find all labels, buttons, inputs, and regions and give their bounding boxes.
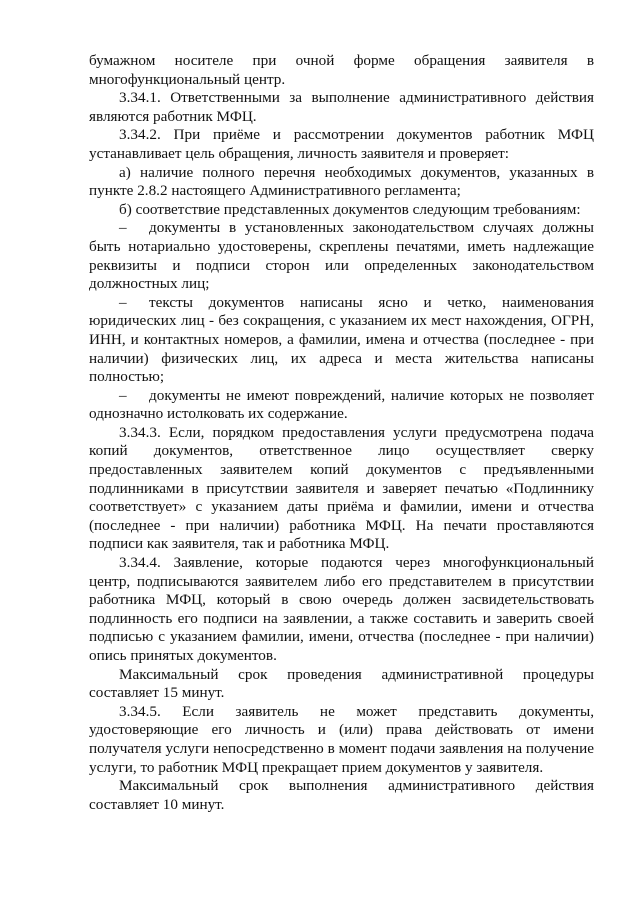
dash-item-text: тексты документов написаны ясно и четко, наименования юридических лиц - без сокращения, с указанием их мест нахождения, ОГРН, ИНН, и контактных номеров, а фамилии, имена и отчества (последнее - при наличии) физических лиц, их адреса и места жительства написаны полностью; <box>89 293 594 386</box>
paragraph-3-34-5: 3.34.5. Если заявитель не может представить документы, удостоверяющие его личность и (или) права действовать от имени получателя услуги непосредственно в момент подачи заявления на получение услуги, то работник МФЦ прекращает прием документов у заявителя. <box>89 702 594 776</box>
dash-item-3 <box>89 387 594 424</box>
dash-item-2 <box>89 294 594 387</box>
document-page <box>89 52 594 814</box>
dash-item-1 <box>89 219 594 293</box>
item-b: б) соответствие представленных документов следующим требованиям: <box>119 200 581 218</box>
item-a: а) наличие полного перечня необходимых документов, указанных в пункте 2.8.2 настоящего Административного регламента; <box>89 163 594 200</box>
paragraph-3-34-3: 3.34.3. Если, порядком предоставления услуги предусмотрена подача копий документов, ответственное лицо осуществляет сверку предоставленных заявителем копий документов с предъявленными подлинниками в присутствии заявителя и заверяет печатью «Подлиннику соответствует» с указанием даты приёма и фамилии, имени и отчества (последнее - при наличии) работника МФЦ. На печати проставляются подписи как заявителя, так и работника МФЦ. <box>89 423 594 553</box>
dash-marker: – <box>119 293 127 311</box>
max-time-15: Максимальный срок проведения административной процедуры составляет 15 минут. <box>89 665 594 702</box>
dash-marker: – <box>119 219 127 237</box>
paragraph-3-34-4: 3.34.4. Заявление, которые подаются через многофункциональный центр, подписываются заявителем либо его представителем в присутствии работника МФЦ, который в свою очередь должен засвидетельствовать подлинность его подписи на заявлении, а также составить и заверить своей подписью с указанием фамилии, имени, отчества (последнее - при наличии) опись принятых документов. <box>89 554 594 664</box>
paragraph-continuation: бумажном носителе при очной форме обращения заявителя в многофункциональный центр. <box>89 52 594 88</box>
dash-item-text: документы в установленных законодательством случаях должны быть нотариально удостоверены, скреплены печатями, иметь надлежащие реквизиты и подписи сторон или определенных законодательством должностных лиц; <box>89 219 594 293</box>
dash-item-text: документы не имеют повреждений, наличие которых не позволяет однозначно истолковать их содержание. <box>89 386 594 423</box>
paragraph-3-34-2: 3.34.2. При приёме и рассмотрении документов работник МФЦ устанавливает цель обращения, личность заявителя и проверяет: <box>89 126 594 162</box>
max-time-10: Максимальный срок выполнения административного действия составляет 10 минут. <box>89 777 594 813</box>
paragraph-3-34-1: 3.34.1. Ответственными за выполнение административного действия являются работник МФЦ. <box>89 89 594 125</box>
dash-marker: – <box>119 386 127 404</box>
